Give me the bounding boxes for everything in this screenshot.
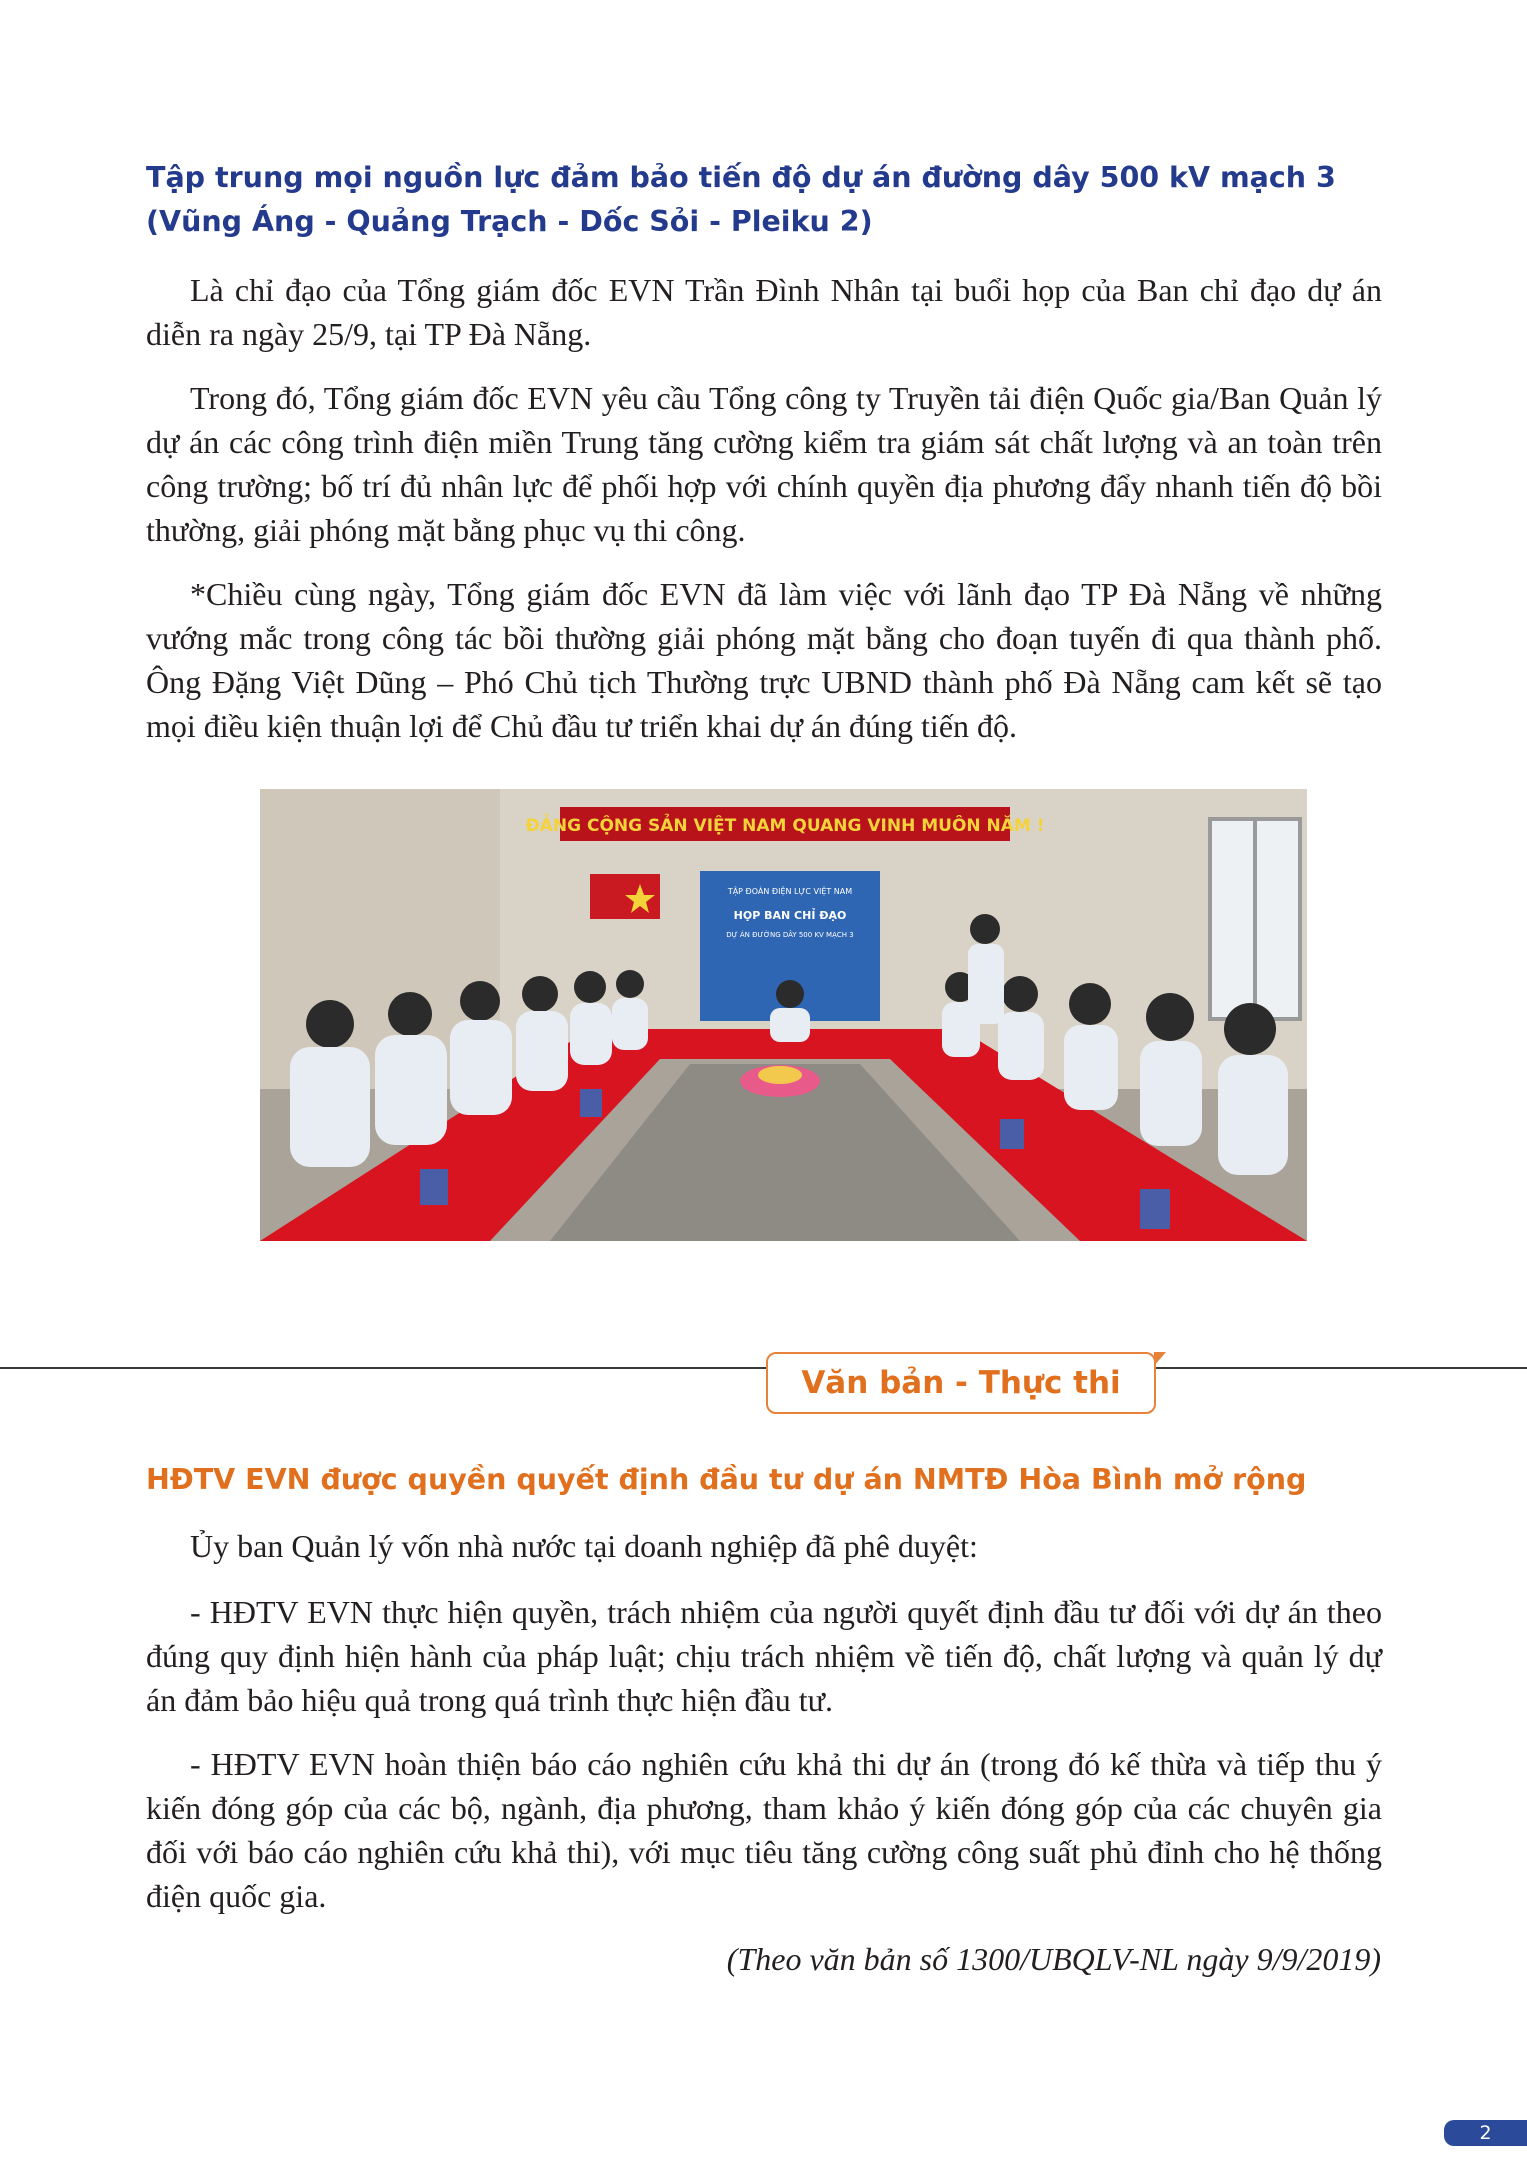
meeting-photo-illustration	[260, 789, 1307, 1241]
meeting-photo	[260, 789, 1307, 1241]
article-heading: HĐTV EVN được quyền quyết định đầu tư dự án NMTĐ Hòa Bình mở rộng	[146, 1463, 1307, 1496]
screen-line: DỰ ÁN ĐƯỜNG DÂY 500 KV MẠCH 3	[726, 931, 854, 939]
source-citation: (Theo văn bản số 1300/UBQLV-NL ngày 9/9/2019)	[726, 1941, 1381, 1977]
section-label: Văn bản - Thực thi	[801, 1365, 1121, 1401]
screen-line: HỌP BAN CHỈ ĐẠO	[733, 909, 847, 922]
article-paragraph: - HĐTV EVN thực hiện quyền, trách nhiệm của người quyết định đầu tư đối với dự án theo đúng quy định hiện hành của pháp luật; chịu trách nhiệm về tiến độ, chất lượng và quản lý dự án đảm bảo hiệu quả trong quá trình thực hiện đầu tư.	[146, 1594, 1382, 1718]
article-paragraph: Trong đó, Tổng giám đốc EVN yêu cầu Tổng công ty Truyền tải điện Quốc gia/Ban Quản lý dự án các công trình điện miền Trung tăng cường kiểm tra giám sát chất lượng và an toàn trên công trường; bố trí đủ nhân lực để phối hợp với chính quyền địa phương đẩy nhanh tiến độ bồi thường, giải phóng mặt bằng phục vụ thi công.	[146, 380, 1382, 548]
article-paragraph: *Chiều cùng ngày, Tổng giám đốc EVN đã làm việc với lãnh đạo TP Đà Nẵng về những vướng mắc trong công tác bồi thường giải phóng mặt bằng cho đoạn tuyến đi qua thành phố. Ông Đặng Việt Dũng – Phó Chủ tịch Thường trực UBND thành phố Đà Nẵng cam kết sẽ tạo mọi điều kiện thuận lợi để Chủ đầu tư triển khai dự án đúng tiến độ.	[146, 576, 1382, 744]
section-divider	[0, 1367, 1527, 1369]
banner-text: ĐẢNG CỘNG SẢN VIỆT NAM QUANG VINH MUÔN NĂM !	[525, 816, 1045, 836]
screen-line: TẬP ĐOÀN ĐIỆN LỰC VIỆT NAM	[727, 887, 853, 896]
article-paragraph: - HĐTV EVN hoàn thiện báo cáo nghiên cứu khả thi dự án (trong đó kế thừa và tiếp thu ý kiến đóng góp của các bộ, ngành, địa phương, tham khảo ý kiến đóng góp của các chuyên gia đối với báo cáo nghiên cứu khả thi), với mục tiêu tăng cường công suất phủ đỉnh cho hệ thống điện quốc gia.	[146, 1746, 1382, 1914]
page-number: 2	[1444, 2120, 1527, 2146]
section-corner-mark	[1154, 1352, 1166, 1366]
section-label-box	[766, 1352, 1156, 1414]
article-heading: Tập trung mọi nguồn lực đảm bảo tiến độ dự án đường dây 500 kV mạch 3 (Vũng Áng - Quảng Trạch - Dốc Sỏi - Pleiku 2)	[146, 161, 1336, 238]
article-paragraph: Ủy ban Quản lý vốn nhà nước tại doanh nghiệp đã phê duyệt:	[190, 1528, 978, 1564]
article-paragraph: Là chỉ đạo của Tổng giám đốc EVN Trần Đình Nhân tại buổi họp của Ban chỉ đạo dự án diễn ra ngày 25/9, tại TP Đà Nẵng.	[146, 272, 1382, 352]
